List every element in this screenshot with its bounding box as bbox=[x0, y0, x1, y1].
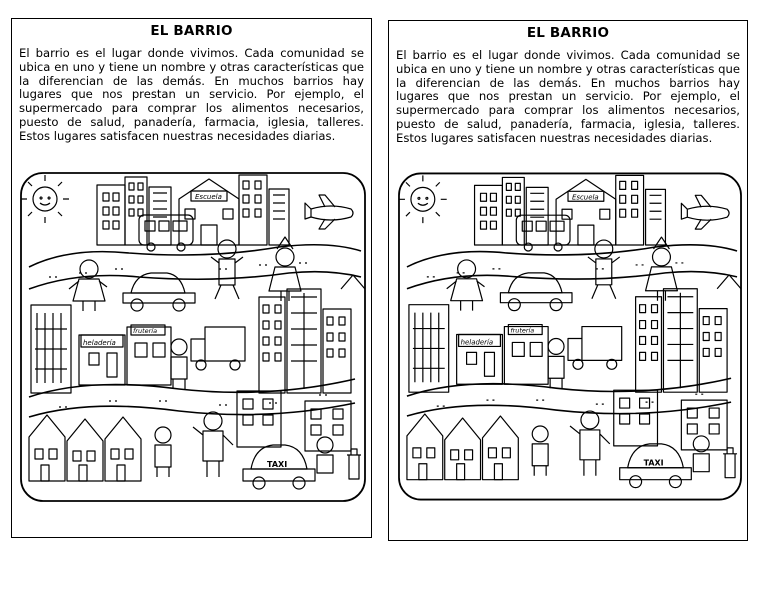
middle-buildings bbox=[31, 275, 365, 393]
adult-figure bbox=[570, 411, 610, 476]
ice-cream-shop-sign: heladería bbox=[460, 338, 494, 347]
child-figure bbox=[693, 436, 709, 472]
child-figure bbox=[532, 426, 548, 476]
fire-hydrant-icon bbox=[347, 449, 361, 479]
bottom-houses bbox=[407, 390, 727, 479]
child-figure bbox=[548, 338, 564, 388]
sun-icon bbox=[399, 175, 447, 223]
card-body-text: El barrio es el lugar donde vivimos. Cada comunidad se ubica en uno y tiene un nombre y otras características que la diferencian de las demás. En muchos barrios hay lugares que nos prestan un servicio. Por ejemplo, el supermercado para comprar los alimentos necesarios, puesto de salud, panadería, farmacia, iglesia, talleres. Estos lugares satisfacen nuestras necesidades diarias. bbox=[396, 48, 740, 145]
child-figure bbox=[317, 437, 333, 473]
child-figure bbox=[171, 339, 187, 389]
airplane-icon bbox=[681, 195, 729, 229]
delivery-truck bbox=[191, 327, 245, 370]
neighborhood-illustration bbox=[397, 167, 743, 505]
bottom-road bbox=[29, 379, 355, 417]
child-figure bbox=[69, 260, 107, 311]
neighborhood-illustration bbox=[19, 169, 367, 504]
bottom-road bbox=[407, 378, 731, 416]
worksheet-card-right bbox=[388, 20, 748, 541]
card-title: EL BARRIO bbox=[526, 25, 610, 41]
taxi-sign: TAXI bbox=[643, 458, 664, 468]
card-body-text: El barrio es el lugar donde vivimos. Cada comunidad se ubica en uno y tiene un nombre y otras características que la diferencian de las demás. En muchos barrios hay lugares que nos prestan un servicio. Por ejemplo, el supermercado para comprar los alimentos necesarios, puesto de salud, panadería, farmacia, iglesia, talleres. Estos lugares satisfacen nuestras necesidades diarias. bbox=[19, 46, 364, 143]
fruit-shop-sign: frutería bbox=[510, 326, 535, 335]
child-figure bbox=[155, 427, 171, 477]
top-road bbox=[407, 245, 737, 289]
worksheet-card-left bbox=[11, 18, 372, 538]
airplane-icon bbox=[305, 195, 353, 229]
adult-figure bbox=[193, 412, 233, 477]
fruit-shop-sign: frutería bbox=[133, 327, 158, 335]
school-sign: Escuela bbox=[571, 193, 599, 202]
ice-cream-shop-sign: heladería bbox=[83, 339, 116, 347]
sun-icon bbox=[21, 175, 69, 223]
card-title: EL BARRIO bbox=[150, 23, 233, 39]
delivery-truck bbox=[568, 327, 622, 370]
taxi-sign: TAXI bbox=[267, 460, 288, 469]
top-road bbox=[29, 245, 361, 289]
child-figure bbox=[447, 260, 485, 311]
fire-hydrant-icon bbox=[723, 448, 737, 478]
bottom-houses bbox=[29, 391, 351, 481]
middle-buildings bbox=[409, 275, 741, 392]
school-sign: Escuela bbox=[195, 193, 222, 201]
